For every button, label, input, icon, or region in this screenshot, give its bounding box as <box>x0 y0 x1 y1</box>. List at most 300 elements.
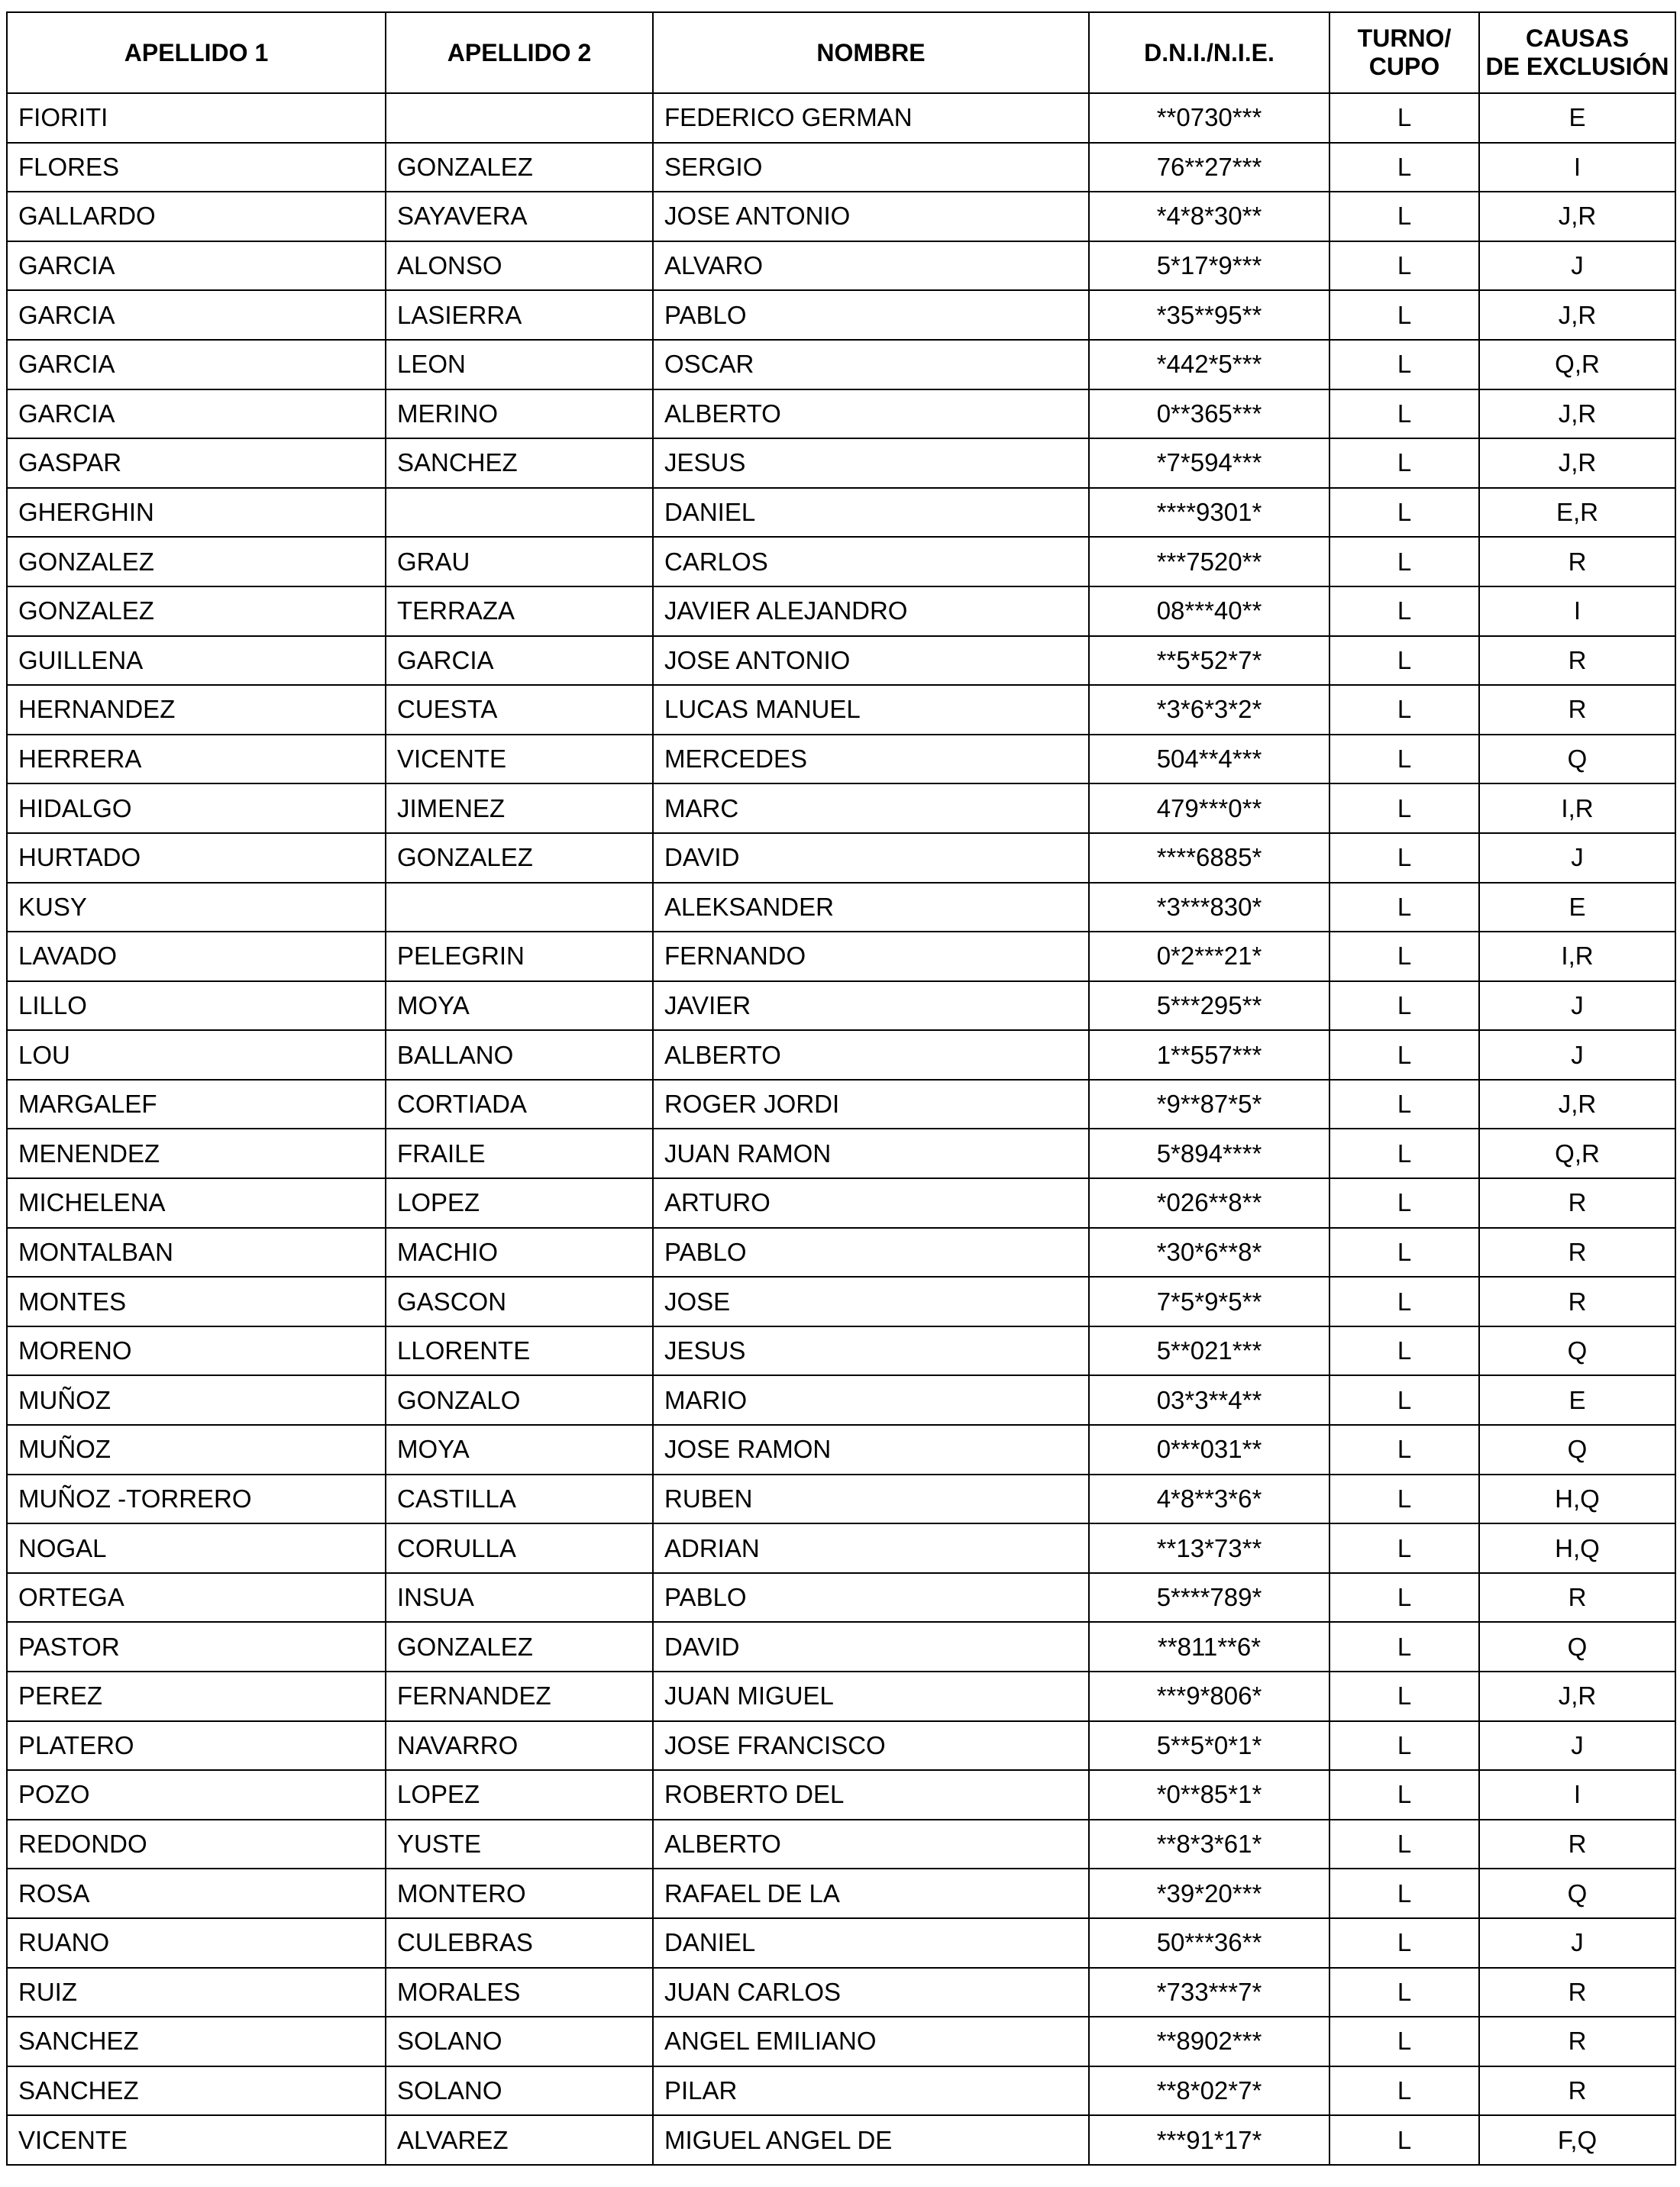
apellido-2-cell: LASIERRA <box>386 290 653 340</box>
table-header <box>7 12 1675 93</box>
table-row <box>7 783 1675 833</box>
turno-cell: L <box>1329 1475 1479 1524</box>
table-row <box>7 143 1675 192</box>
table-row <box>7 488 1675 538</box>
apellido-2-cell: CASTILLA <box>386 1475 653 1524</box>
apellido-1-cell: LILLO <box>7 981 386 1031</box>
table-row <box>7 1523 1675 1573</box>
causas-cell: Q <box>1479 1622 1675 1672</box>
apellido-2-cell: MACHIO <box>386 1228 653 1278</box>
nombre-cell: JOSE <box>653 1277 1089 1326</box>
dni-cell: *7*594*** <box>1089 438 1329 488</box>
turno-cell: L <box>1329 93 1479 143</box>
turno-cell: L <box>1329 1721 1479 1771</box>
dni-cell: ****6885* <box>1089 833 1329 883</box>
dni-cell: 5*894**** <box>1089 1129 1329 1178</box>
dni-cell: 504**4*** <box>1089 735 1329 784</box>
turno-cell: L <box>1329 143 1479 192</box>
causas-cell: Q,R <box>1479 1129 1675 1178</box>
table-row <box>7 1869 1675 1918</box>
turno-cell: L <box>1329 2017 1479 2066</box>
apellido-2-cell: MOYA <box>386 1425 653 1475</box>
table-row <box>7 1030 1675 1080</box>
table-row <box>7 537 1675 586</box>
turno-cell: L <box>1329 1672 1479 1721</box>
apellido-1-cell: KUSY <box>7 883 386 932</box>
apellido-1-cell: MUÑOZ -TORRERO <box>7 1475 386 1524</box>
table-row <box>7 1672 1675 1721</box>
apellido-2-cell: MERINO <box>386 389 653 439</box>
turno-cell: L <box>1329 1622 1479 1672</box>
causas-cell: I <box>1479 143 1675 192</box>
causas-cell: R <box>1479 537 1675 586</box>
apellido-2-cell: SOLANO <box>386 2066 653 2116</box>
apellido-2-cell: LOPEZ <box>386 1770 653 1820</box>
nombre-cell: LUCAS MANUEL <box>653 685 1089 735</box>
dni-cell: ***9*806* <box>1089 1672 1329 1721</box>
dni-cell: 0**365*** <box>1089 389 1329 439</box>
apellido-2-cell: LEON <box>386 340 653 389</box>
apellido-1-cell: FLORES <box>7 143 386 192</box>
dni-cell: **13*73** <box>1089 1523 1329 1573</box>
table-row <box>7 2115 1675 2165</box>
apellido-1-cell: GALLARDO <box>7 192 386 241</box>
nombre-cell: DAVID <box>653 1622 1089 1672</box>
dni-cell: 5*17*9*** <box>1089 241 1329 291</box>
apellido-1-cell: PLATERO <box>7 1721 386 1771</box>
apellido-1-cell: HERRERA <box>7 735 386 784</box>
turno-cell: L <box>1329 2066 1479 2116</box>
nombre-cell: JAVIER <box>653 981 1089 1031</box>
nombre-cell: ANGEL EMILIANO <box>653 2017 1089 2066</box>
apellido-1-cell: GARCIA <box>7 340 386 389</box>
apellido-1-cell: GONZALEZ <box>7 586 386 636</box>
nombre-cell: JUAN CARLOS <box>653 1968 1089 2017</box>
turno-cell: L <box>1329 1425 1479 1475</box>
apellido-1-cell: LAVADO <box>7 932 386 981</box>
nombre-cell: DANIEL <box>653 1918 1089 1968</box>
apellido-2-cell: LLORENTE <box>386 1326 653 1376</box>
causas-cell: R <box>1479 2017 1675 2066</box>
nombre-cell: JOSE ANTONIO <box>653 192 1089 241</box>
table-row <box>7 1721 1675 1771</box>
causas-cell: R <box>1479 1573 1675 1623</box>
apellido-1-cell: POZO <box>7 1770 386 1820</box>
apellido-2-cell <box>386 488 653 538</box>
apellido-1-cell: MICHELENA <box>7 1178 386 1228</box>
turno-cell: L <box>1329 685 1479 735</box>
dni-cell: *9**87*5* <box>1089 1080 1329 1129</box>
causas-cell: H,Q <box>1479 1475 1675 1524</box>
nombre-cell: MARC <box>653 783 1089 833</box>
header-dni-nie: D.N.I./N.I.E. <box>1089 12 1329 93</box>
nombre-cell: ROGER JORDI <box>653 1080 1089 1129</box>
table-row <box>7 586 1675 636</box>
apellido-1-cell: MORENO <box>7 1326 386 1376</box>
dni-cell: **5*52*7* <box>1089 636 1329 686</box>
dni-cell: 7*5*9*5** <box>1089 1277 1329 1326</box>
header-apellido-2: APELLIDO 2 <box>386 12 653 93</box>
table-row <box>7 438 1675 488</box>
turno-cell: L <box>1329 636 1479 686</box>
dni-cell: *35**95** <box>1089 290 1329 340</box>
table-row <box>7 1228 1675 1278</box>
apellido-1-cell: NOGAL <box>7 1523 386 1573</box>
turno-cell: L <box>1329 340 1479 389</box>
nombre-cell: PABLO <box>653 1228 1089 1278</box>
turno-cell: L <box>1329 1820 1479 1869</box>
causas-cell: J,R <box>1479 1672 1675 1721</box>
table-row <box>7 1770 1675 1820</box>
turno-cell: L <box>1329 438 1479 488</box>
table-row <box>7 1573 1675 1623</box>
causas-cell: Q <box>1479 1326 1675 1376</box>
apellido-1-cell: MUÑOZ <box>7 1425 386 1475</box>
causas-cell: H,Q <box>1479 1523 1675 1573</box>
nombre-cell: JUAN RAMON <box>653 1129 1089 1178</box>
nombre-cell: ALEKSANDER <box>653 883 1089 932</box>
table-row <box>7 735 1675 784</box>
dni-cell: *733***7* <box>1089 1968 1329 2017</box>
causas-cell: R <box>1479 1277 1675 1326</box>
apellido-1-cell: REDONDO <box>7 1820 386 1869</box>
turno-cell: L <box>1329 192 1479 241</box>
table-row <box>7 1622 1675 1672</box>
apellido-2-cell: GASCON <box>386 1277 653 1326</box>
nombre-cell: JOSE FRANCISCO <box>653 1721 1089 1771</box>
apellido-1-cell: GASPAR <box>7 438 386 488</box>
apellido-1-cell: GHERGHIN <box>7 488 386 538</box>
dni-cell: ***7520** <box>1089 537 1329 586</box>
apellido-2-cell: SOLANO <box>386 2017 653 2066</box>
turno-cell: L <box>1329 1080 1479 1129</box>
causas-cell: Q <box>1479 1425 1675 1475</box>
turno-cell: L <box>1329 1326 1479 1376</box>
apellido-1-cell: HIDALGO <box>7 783 386 833</box>
nombre-cell: ALVARO <box>653 241 1089 291</box>
apellido-1-cell: GONZALEZ <box>7 537 386 586</box>
nombre-cell: RUBEN <box>653 1475 1089 1524</box>
apellido-2-cell: TERRAZA <box>386 586 653 636</box>
causas-cell: J,R <box>1479 192 1675 241</box>
dni-cell: *30*6**8* <box>1089 1228 1329 1278</box>
dni-cell: *39*20*** <box>1089 1869 1329 1918</box>
table-row <box>7 1918 1675 1968</box>
turno-cell: L <box>1329 1228 1479 1278</box>
turno-cell: L <box>1329 1375 1479 1425</box>
apellido-1-cell: MONTALBAN <box>7 1228 386 1278</box>
turno-cell: L <box>1329 1573 1479 1623</box>
turno-cell: L <box>1329 2115 1479 2165</box>
apellido-2-cell: GONZALEZ <box>386 1622 653 1672</box>
apellido-2-cell: ALONSO <box>386 241 653 291</box>
table-row <box>7 1820 1675 1869</box>
nombre-cell: DAVID <box>653 833 1089 883</box>
header-apellido-1: APELLIDO 1 <box>7 12 386 93</box>
nombre-cell: OSCAR <box>653 340 1089 389</box>
apellido-1-cell: FIORITI <box>7 93 386 143</box>
causas-cell: R <box>1479 636 1675 686</box>
turno-cell: L <box>1329 981 1479 1031</box>
nombre-cell: PABLO <box>653 1573 1089 1623</box>
causas-cell: J <box>1479 981 1675 1031</box>
apellido-2-cell: FRAILE <box>386 1129 653 1178</box>
causas-cell: J <box>1479 1918 1675 1968</box>
table-row <box>7 1425 1675 1475</box>
nombre-cell: PABLO <box>653 290 1089 340</box>
turno-cell: L <box>1329 783 1479 833</box>
dni-cell: 50***36** <box>1089 1918 1329 1968</box>
apellido-2-cell <box>386 93 653 143</box>
table-row <box>7 1277 1675 1326</box>
turno-cell: L <box>1329 932 1479 981</box>
nombre-cell: MARIO <box>653 1375 1089 1425</box>
table-row <box>7 1326 1675 1376</box>
causas-cell: I <box>1479 1770 1675 1820</box>
apellido-2-cell: GONZALEZ <box>386 143 653 192</box>
header-nombre: NOMBRE <box>653 12 1089 93</box>
apellido-2-cell: ALVAREZ <box>386 2115 653 2165</box>
nombre-cell: MERCEDES <box>653 735 1089 784</box>
dni-cell: 1**557*** <box>1089 1030 1329 1080</box>
turno-cell: L <box>1329 586 1479 636</box>
turno-cell: L <box>1329 389 1479 439</box>
turno-cell: L <box>1329 833 1479 883</box>
dni-cell: ***91*17* <box>1089 2115 1329 2165</box>
header-turno-cupo <box>1329 12 1479 93</box>
nombre-cell: ALBERTO <box>653 1030 1089 1080</box>
causas-cell: I <box>1479 586 1675 636</box>
dni-cell: **8*3*61* <box>1089 1820 1329 1869</box>
causas-cell: R <box>1479 1228 1675 1278</box>
apellido-1-cell: HERNANDEZ <box>7 685 386 735</box>
table-row <box>7 883 1675 932</box>
causas-cell: E <box>1479 883 1675 932</box>
apellido-2-cell: GARCIA <box>386 636 653 686</box>
table-row <box>7 1375 1675 1425</box>
causas-cell: Q,R <box>1479 340 1675 389</box>
apellido-2-cell: CORULLA <box>386 1523 653 1573</box>
turno-cell: L <box>1329 488 1479 538</box>
turno-cell: L <box>1329 1918 1479 1968</box>
dni-cell: 08***40** <box>1089 586 1329 636</box>
apellido-1-cell: MARGALEF <box>7 1080 386 1129</box>
nombre-cell: PILAR <box>653 2066 1089 2116</box>
turno-cell: L <box>1329 290 1479 340</box>
nombre-cell: ARTURO <box>653 1178 1089 1228</box>
dni-cell: ****9301* <box>1089 488 1329 538</box>
turno-cell: L <box>1329 1129 1479 1178</box>
table-row <box>7 932 1675 981</box>
nombre-cell: ADRIAN <box>653 1523 1089 1573</box>
table-row <box>7 192 1675 241</box>
table-row <box>7 1475 1675 1524</box>
apellido-1-cell: ORTEGA <box>7 1573 386 1623</box>
apellido-1-cell: PASTOR <box>7 1622 386 1672</box>
nombre-cell: ALBERTO <box>653 389 1089 439</box>
turno-cell: L <box>1329 1770 1479 1820</box>
turno-cell: L <box>1329 241 1479 291</box>
table-row <box>7 1129 1675 1178</box>
causas-cell: E,R <box>1479 488 1675 538</box>
turno-cell: L <box>1329 1178 1479 1228</box>
table-row <box>7 1968 1675 2017</box>
table-row <box>7 2066 1675 2116</box>
nombre-cell: JESUS <box>653 1326 1089 1376</box>
dni-cell: **8902*** <box>1089 2017 1329 2066</box>
dni-cell: 4*8**3*6* <box>1089 1475 1329 1524</box>
nombre-cell: JOSE ANTONIO <box>653 636 1089 686</box>
apellido-2-cell: VICENTE <box>386 735 653 784</box>
header-turno-line1: TURNO/ <box>1357 24 1452 52</box>
dni-cell: *3*6*3*2* <box>1089 685 1329 735</box>
apellido-1-cell: LOU <box>7 1030 386 1080</box>
apellido-2-cell: GONZALEZ <box>386 833 653 883</box>
table-row <box>7 290 1675 340</box>
causas-cell: R <box>1479 2066 1675 2116</box>
apellido-2-cell: INSUA <box>386 1573 653 1623</box>
apellido-2-cell: GONZALO <box>386 1375 653 1425</box>
exclusion-list-table <box>6 11 1676 2166</box>
causas-cell: F,Q <box>1479 2115 1675 2165</box>
causas-cell: J,R <box>1479 290 1675 340</box>
dni-cell: *4*8*30** <box>1089 192 1329 241</box>
nombre-cell: JOSE RAMON <box>653 1425 1089 1475</box>
causas-cell: R <box>1479 685 1675 735</box>
apellido-1-cell: MUÑOZ <box>7 1375 386 1425</box>
apellido-2-cell <box>386 883 653 932</box>
table-row <box>7 685 1675 735</box>
apellido-2-cell: SAYAVERA <box>386 192 653 241</box>
apellido-2-cell: PELEGRIN <box>386 932 653 981</box>
causas-cell: R <box>1479 1968 1675 2017</box>
nombre-cell: FEDERICO GERMAN <box>653 93 1089 143</box>
apellido-1-cell: GARCIA <box>7 290 386 340</box>
nombre-cell: ROBERTO DEL <box>653 1770 1089 1820</box>
turno-cell: L <box>1329 1030 1479 1080</box>
causas-cell: E <box>1479 1375 1675 1425</box>
apellido-2-cell: CORTIADA <box>386 1080 653 1129</box>
header-causas-line2: DE EXCLUSIÓN <box>1485 53 1669 80</box>
table-row <box>7 340 1675 389</box>
apellido-1-cell: HURTADO <box>7 833 386 883</box>
header-row <box>7 12 1675 93</box>
header-causas-exclusion <box>1479 12 1675 93</box>
dni-cell: *026**8** <box>1089 1178 1329 1228</box>
apellido-1-cell: RUANO <box>7 1918 386 1968</box>
nombre-cell: CARLOS <box>653 537 1089 586</box>
apellido-2-cell: JIMENEZ <box>386 783 653 833</box>
causas-cell: Q <box>1479 1869 1675 1918</box>
turno-cell: L <box>1329 735 1479 784</box>
table-body <box>7 93 1675 2165</box>
dni-cell: **811**6* <box>1089 1622 1329 1672</box>
apellido-1-cell: SANCHEZ <box>7 2017 386 2066</box>
dni-cell: **8*02*7* <box>1089 2066 1329 2116</box>
turno-cell: L <box>1329 1277 1479 1326</box>
apellido-2-cell: YUSTE <box>386 1820 653 1869</box>
apellido-2-cell: BALLANO <box>386 1030 653 1080</box>
apellido-2-cell: NAVARRO <box>386 1721 653 1771</box>
apellido-1-cell: SANCHEZ <box>7 2066 386 2116</box>
turno-cell: L <box>1329 1968 1479 2017</box>
dni-cell: **0730*** <box>1089 93 1329 143</box>
apellido-2-cell: MOYA <box>386 981 653 1031</box>
dni-cell: 5**021*** <box>1089 1326 1329 1376</box>
causas-cell: J,R <box>1479 1080 1675 1129</box>
dni-cell: 76**27*** <box>1089 143 1329 192</box>
apellido-2-cell: CUESTA <box>386 685 653 735</box>
dni-cell: 0*2***21* <box>1089 932 1329 981</box>
causas-cell: I,R <box>1479 783 1675 833</box>
apellido-2-cell: GRAU <box>386 537 653 586</box>
table-row <box>7 2017 1675 2066</box>
causas-cell: J,R <box>1479 389 1675 439</box>
causas-cell: R <box>1479 1178 1675 1228</box>
table-row <box>7 981 1675 1031</box>
apellido-1-cell: MENENDEZ <box>7 1129 386 1178</box>
dni-cell: 0***031** <box>1089 1425 1329 1475</box>
turno-cell: L <box>1329 537 1479 586</box>
apellido-1-cell: GARCIA <box>7 389 386 439</box>
turno-cell: L <box>1329 883 1479 932</box>
apellido-2-cell: CULEBRAS <box>386 1918 653 1968</box>
apellido-1-cell: GUILLENA <box>7 636 386 686</box>
nombre-cell: RAFAEL DE LA <box>653 1869 1089 1918</box>
table-row <box>7 636 1675 686</box>
apellido-1-cell: RUIZ <box>7 1968 386 2017</box>
causas-cell: R <box>1479 1820 1675 1869</box>
apellido-2-cell: FERNANDEZ <box>386 1672 653 1721</box>
nombre-cell: SERGIO <box>653 143 1089 192</box>
table-row <box>7 833 1675 883</box>
apellido-1-cell: VICENTE <box>7 2115 386 2165</box>
table-row <box>7 1178 1675 1228</box>
causas-cell: J,R <box>1479 438 1675 488</box>
dni-cell: 5***295** <box>1089 981 1329 1031</box>
causas-cell: I,R <box>1479 932 1675 981</box>
header-causas-line1: CAUSAS <box>1525 24 1630 52</box>
apellido-1-cell: GARCIA <box>7 241 386 291</box>
causas-cell: Q <box>1479 735 1675 784</box>
nombre-cell: DANIEL <box>653 488 1089 538</box>
causas-cell: J <box>1479 1721 1675 1771</box>
dni-cell: 5**5*0*1* <box>1089 1721 1329 1771</box>
nombre-cell: ALBERTO <box>653 1820 1089 1869</box>
nombre-cell: JUAN MIGUEL <box>653 1672 1089 1721</box>
nombre-cell: FERNANDO <box>653 932 1089 981</box>
table-row <box>7 93 1675 143</box>
turno-cell: L <box>1329 1523 1479 1573</box>
turno-cell: L <box>1329 1869 1479 1918</box>
nombre-cell: JESUS <box>653 438 1089 488</box>
apellido-1-cell: PEREZ <box>7 1672 386 1721</box>
apellido-2-cell: LOPEZ <box>386 1178 653 1228</box>
dni-cell: *3***830* <box>1089 883 1329 932</box>
apellido-1-cell: MONTES <box>7 1277 386 1326</box>
dni-cell: *442*5*** <box>1089 340 1329 389</box>
dni-cell: 5****789* <box>1089 1573 1329 1623</box>
nombre-cell: MIGUEL ANGEL DE <box>653 2115 1089 2165</box>
apellido-1-cell: ROSA <box>7 1869 386 1918</box>
causas-cell: E <box>1479 93 1675 143</box>
apellido-2-cell: SANCHEZ <box>386 438 653 488</box>
table-row <box>7 1080 1675 1129</box>
nombre-cell: JAVIER ALEJANDRO <box>653 586 1089 636</box>
dni-cell: 03*3**4** <box>1089 1375 1329 1425</box>
header-turno-line2: CUPO <box>1368 53 1440 80</box>
causas-cell: J <box>1479 1030 1675 1080</box>
